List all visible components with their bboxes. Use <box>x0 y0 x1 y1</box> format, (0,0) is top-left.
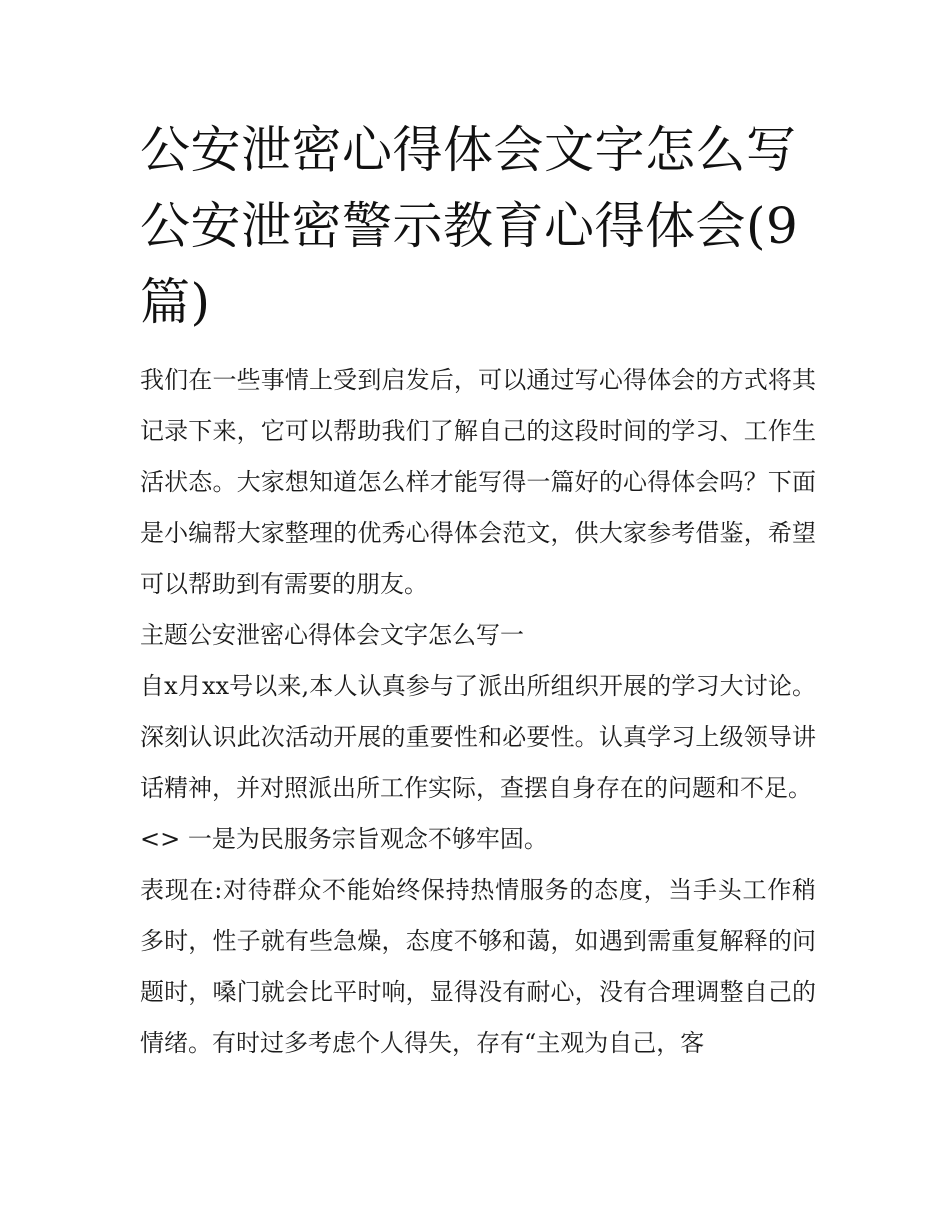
document-body <box>140 355 816 1069</box>
intro-paragraph: 我们在一些事情上受到启发后，可以通过写心得体会的方式将其记录下来，它可以帮助我们了解自己的这段时间的学习、工作生活状态。大家想知道怎么样才能写得一篇好的心得体会吗？下面是小编帮大家整理的优秀心得体会范文，供大家参考借鉴，希望可以帮助到有需要的朋友。 <box>140 366 816 598</box>
document-title: 公安泄密心得体会文字怎么写公安泄密警示教育心得体会(9篇) <box>140 121 799 331</box>
point-heading: <> 一是为民服务宗旨观念不够牢固。 <box>140 825 548 853</box>
section-heading: 主题公安泄密心得体会文字怎么写一 <box>140 621 524 649</box>
body-paragraph: 自x月xx号以来,本人认真参与了派出所组织开展的学习大讨论。深刻认识此次活动开展的重要性和必要性。认真学习上级领导讲话精神，并对照派出所工作实际，查摆自身存在的问题和不足。 <box>140 672 816 802</box>
body-paragraph: 表现在:对待群众不能始终保持热情服务的态度，当手头工作稍多时，性子就有些急燥，态度不够和蔼，如遇到需重复解释的问题时，嗓门就会比平时响，显得没有耐心，没有合理调整自己的情绪。有时过多考虑个人得失，存有“主观为自己，客 <box>140 876 816 1057</box>
